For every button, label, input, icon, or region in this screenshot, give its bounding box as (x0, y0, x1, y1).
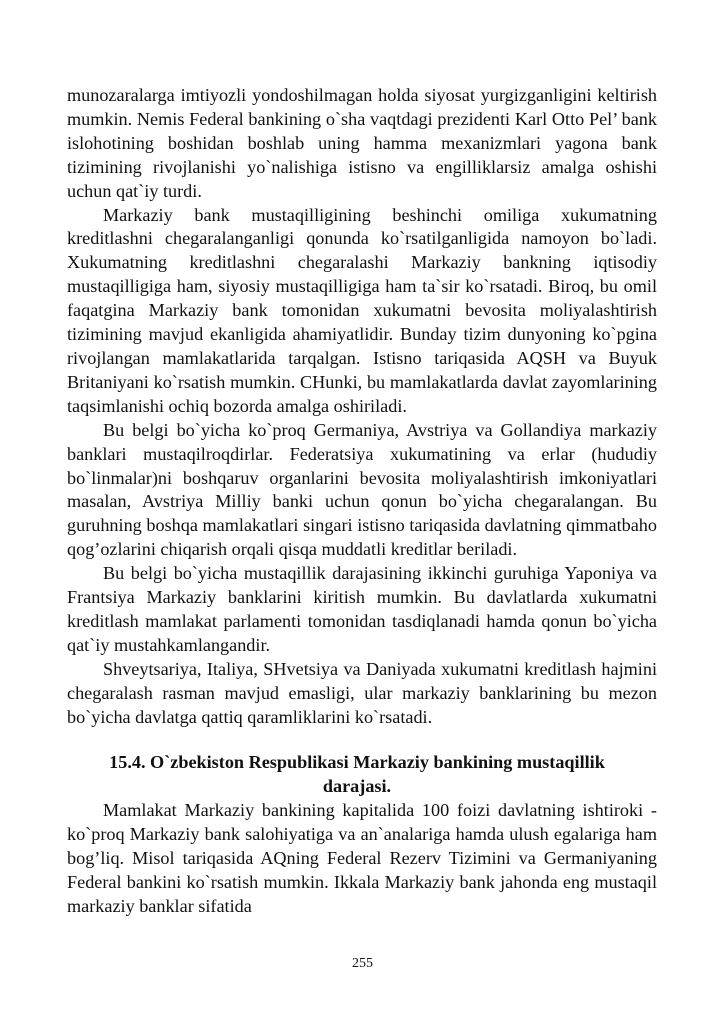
paragraph-fifth-factor: Markaziy bank mustaqilligining beshinchi omiliga xukumatning kreditlashni chegaralanganligi qonunda ko`rsatilganligida namoyon bo`ladi. Xukumatning kreditlashni chegaralashi Markaziy bankning iqtisodiy mustaqilligiga ham, siyosiy mustaqilligiga ham ta`sir ko`rsatadi. Biroq, bu omil faqatgina Markaziy bank tomonidan xukumatni bevosita moliyalashtirish tizimining mavjud ekanligida ahamiyatlidir. Bunday tizim dunyoning ko`pgina rivojlangan mamlakatlarida tarqalgan. Istisno tariqasida AQSH va Buyuk Britaniyani ko`rsatish mumkin. CHunki, bu mamlakatlarda davlat zayomlarining taqsimlanishi ochiq bozorda amalga oshiriladi. (67, 204, 657, 416)
paragraph-switzerland-italy: Shveytsariya, Italiya, SHvetsiya va Daniyada xukumatni kreditlash hajmini chegaralash rasman mavjud emasligi, ular markaziy banklarining bu mezon bo`yicha davlatga qattiq qaramliklarini ko`rsatadi. (67, 658, 657, 727)
paragraph-germany-austria: Bu belgi bo`yicha ko`proq Germaniya, Avstriya va Gollandiya markaziy banklari mustaqilroqdirlar. Federatsiya xukumatining va erlar (hududiy bo`linmalar)ni boshqaruv organlarini bevosita moliyalashtirish imkoniyatlari masalan, Avstriya Milliy banki uchun qonun bo`yicha chegaralangan. Bu guruhning boshqa mamlakatlari singari istisno tariqasida davlatning qimmatbaho qog’ozlarini chiqarish orqali qisqa muddatli kreditlar beriladi. (67, 419, 657, 560)
paragraph-section-intro: Mamlakat Markaziy bankining kapitalida 100 foizi davlatning ishtiroki - ko`proq Markaziy bank salohiyatiga va an`analariga hamda ulush egalariga ham bog’liq. Misol tariqasida AQning Federal Rezerv Tizimini va Germaniyaning Federal bankini ko`rsatish mumkin. Ikkala Markaziy bank jahonda eng mustaqil markaziy banklar sifatida (67, 800, 657, 916)
body-text (67, 84, 657, 919)
section-heading (67, 751, 657, 799)
paragraph-continuation: munozaralarga imtiyozli yondoshilmagan holda siyosat yurgizganligini keltirish mumkin. Nemis Federal bankining o`sha vaqtdagi prezidenti Karl Otto Pel’ bank islohotining boshidan boshlab uning hamma mexanizmlari yagona bank tizimining rivojlanishi yo`nalishiga istisno va engilliklarsiz amalga oshishi uchun qat`iy turdi. (67, 85, 657, 201)
paragraph-japan-france: Bu belgi bo`yicha mustaqillik darajasining ikkinchi guruhiga Yaponiya va Frantsiya Markaziy banklarini kiritish mumkin. Bu davlatlarda xukumatni kreditlash mamlakat parlamenti tomonidan tasdiqlanadi hamda qonun bo`yicha qat`iy mustahkamlangandir. (67, 563, 657, 655)
section-heading-line-1: 15.4. O`zbekiston Respublikasi Markaziy bankining mustaqillik (109, 752, 605, 773)
section-heading-line-2: darajasi. (322, 776, 392, 797)
page-number: 255 (352, 956, 373, 971)
